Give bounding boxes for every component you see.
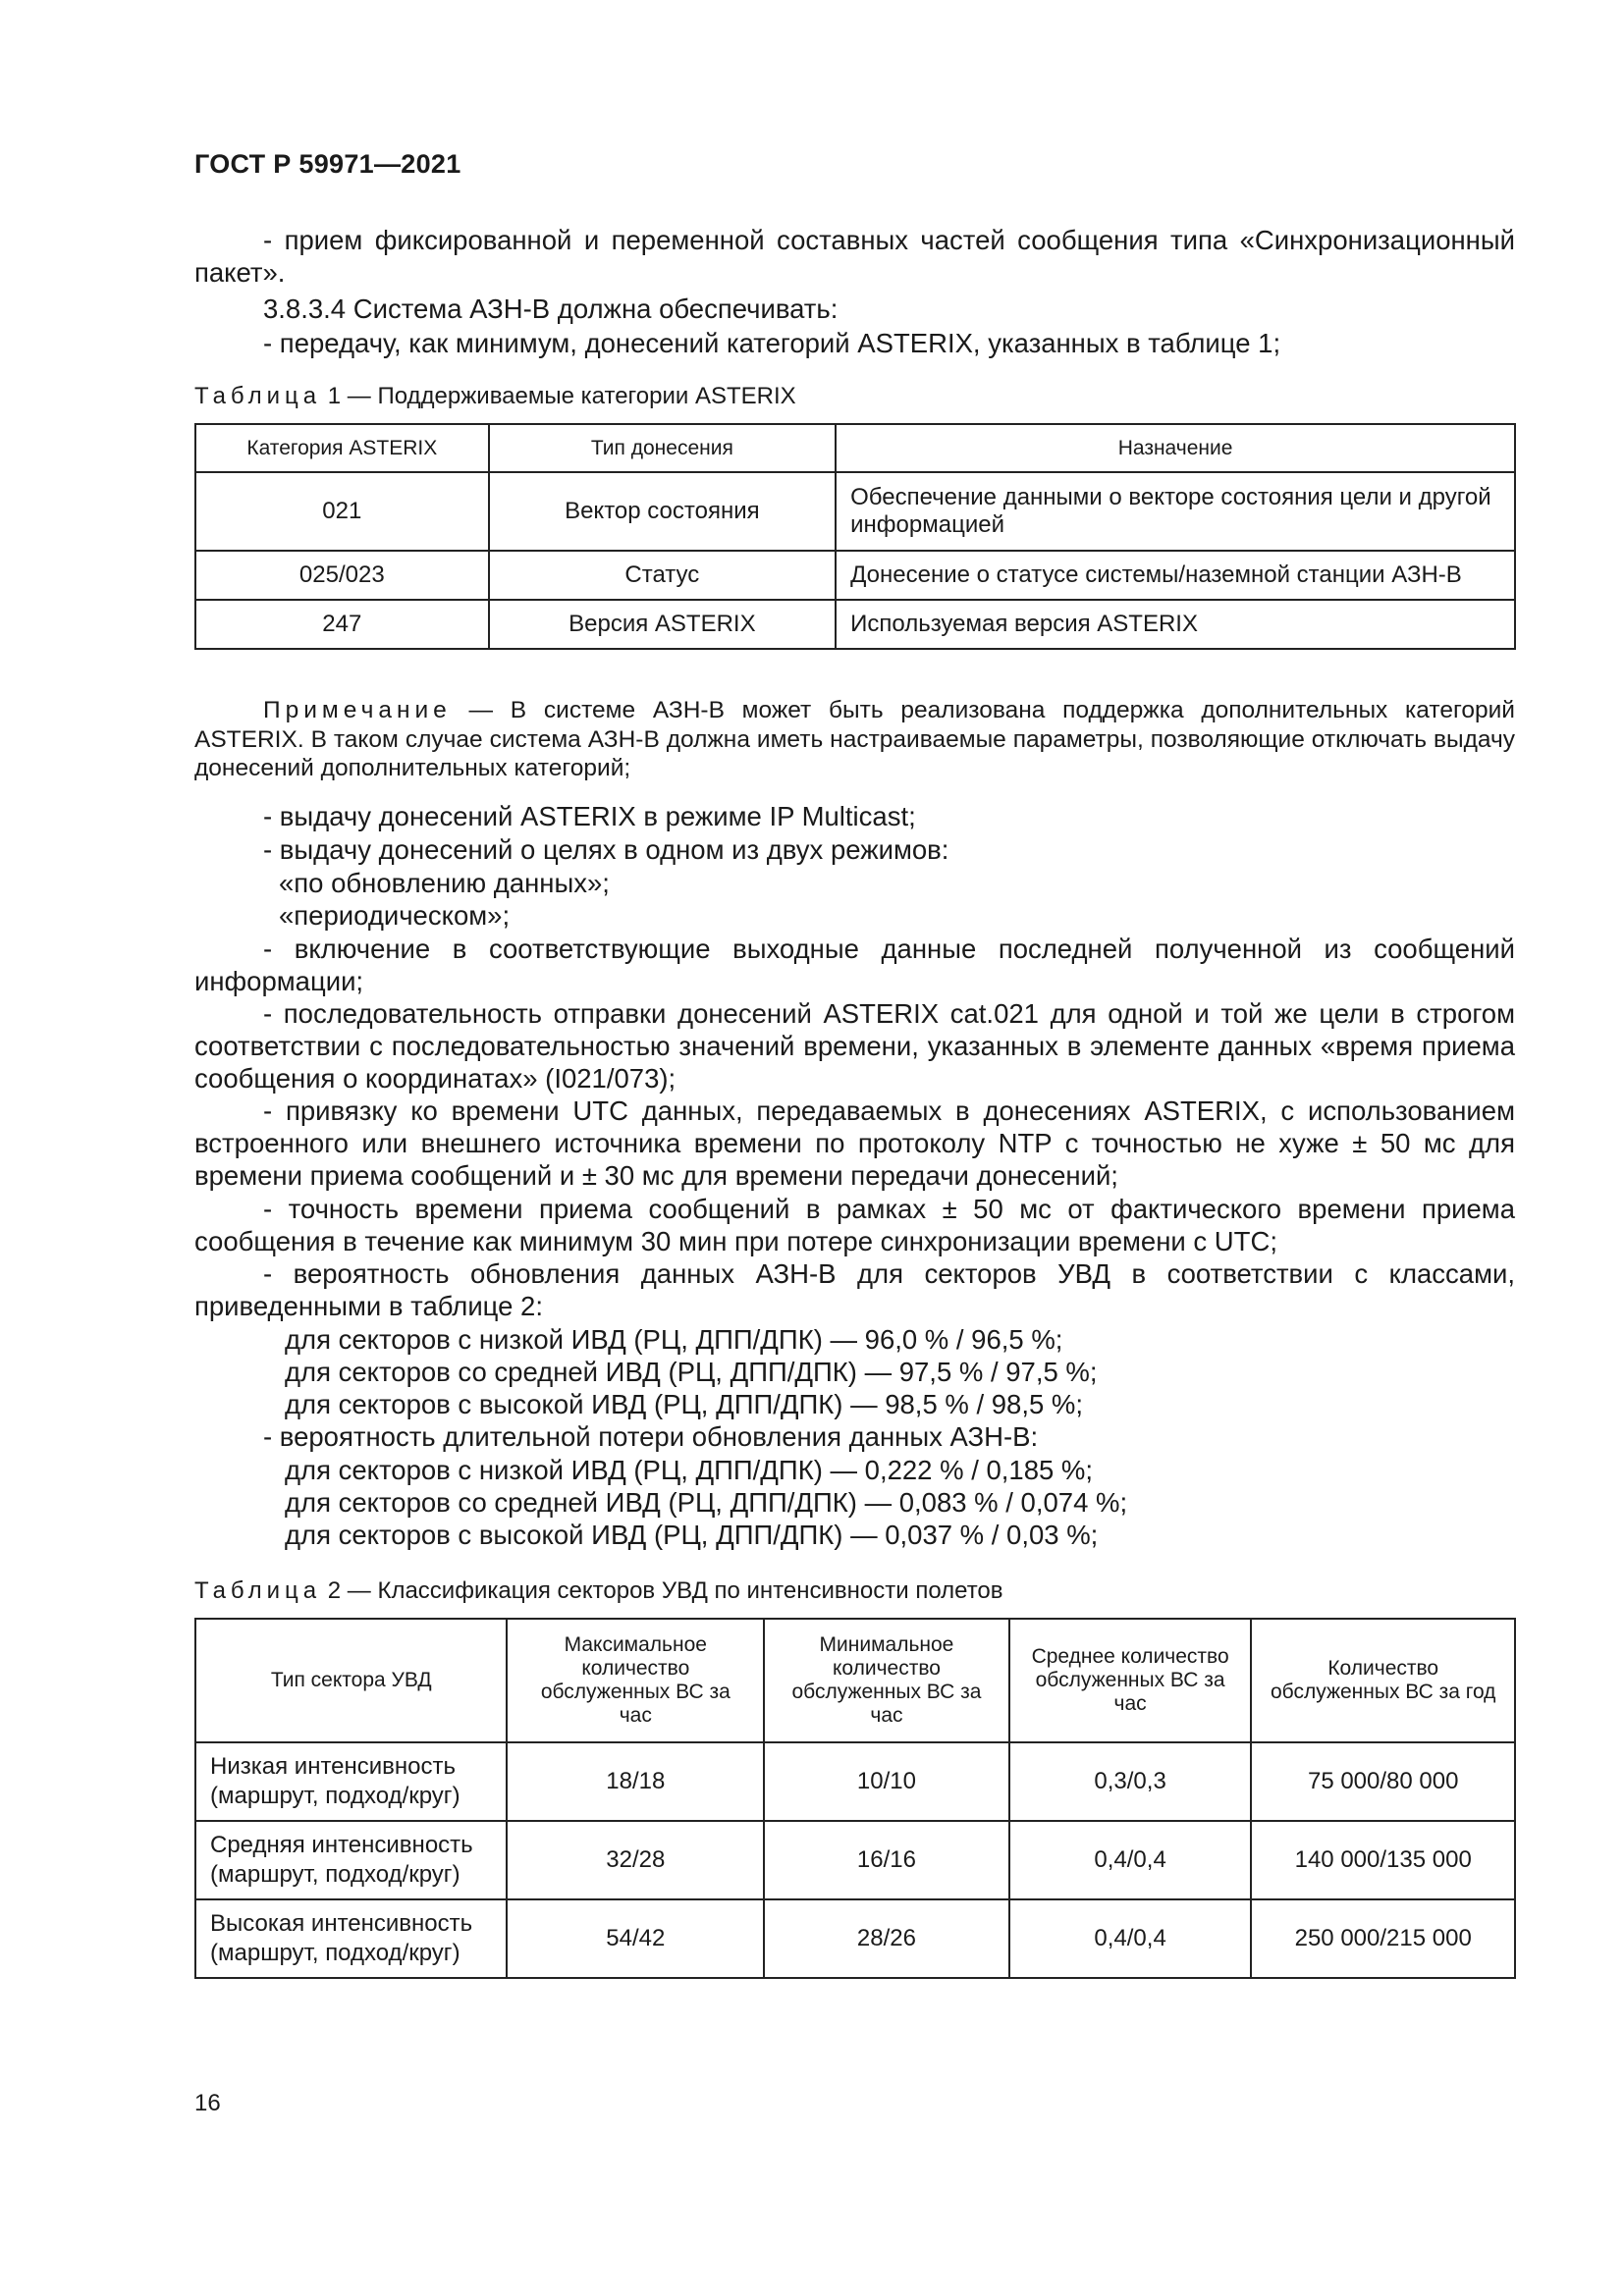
paragraph: - передачу, как минимум, донесений категорий ASTERIX, указанных в таблице 1; (263, 328, 1281, 358)
table-header-cell: Категория ASTERIX (195, 424, 489, 472)
table-cell: Версия ASTERIX (489, 600, 837, 649)
table-cell: 247 (195, 600, 489, 649)
table-header-cell: Количество обслуженных ВС за год (1251, 1619, 1515, 1742)
table-cell: Высокая интенсивность (маршрут, подход/круг) (195, 1899, 507, 1978)
table-row (195, 1742, 1515, 1821)
table1-caption-text: 1 — Поддерживаемые категории ASTERIX (327, 383, 796, 409)
note (194, 696, 1515, 783)
document-header: ГОСТ Р 59971—2021 (194, 149, 461, 179)
table2-caption (194, 1577, 1003, 1605)
table-header-cell: Среднее количество обслуженных ВС за час (1009, 1619, 1252, 1742)
list-subitem: для секторов с высокой ИВД (РЦ, ДПП/ДПК) — 0,037 % / 0,03 %; (285, 1520, 1099, 1550)
table-cell: 021 (195, 472, 489, 551)
table-row (195, 472, 1515, 551)
table-cell: 32/28 (507, 1821, 764, 1899)
table-header-row (195, 424, 1515, 472)
table-cell: Статус (489, 551, 837, 600)
table-cell: 140 000/135 000 (1251, 1821, 1515, 1899)
table-cell: 0,3/0,3 (1009, 1742, 1252, 1821)
table2-caption-word: Таблица (194, 1577, 322, 1604)
list-item: - привязку ко времени UTC данных, передаваемых в донесениях ASTERIX, с использованием встроенного или внешнего источника времени по протоколу NTP с точностью не хуже ± 50 мс для времени приема сообщений и ± 30 мс для времени передачи донесений; (194, 1095, 1515, 1191)
list-item: - вероятность обновления данных АЗН-В для секторов УВД в соответствии с классами, приведенными в таблице 2: (194, 1258, 1515, 1321)
table-cell: 025/023 (195, 551, 489, 600)
note-label: Примечание (263, 697, 452, 723)
table-cell: Средняя интенсивность (маршрут, подход/круг) (195, 1821, 507, 1899)
table-cell: Донесение о статусе системы/наземной станции АЗН-В (836, 551, 1515, 600)
paragraph: - прием фиксированной и переменной составных частей сообщения типа «Синхронизационный пакет». (194, 225, 1515, 288)
list-subitem: «по обновлению данных»; (279, 868, 610, 898)
table-cell: 250 000/215 000 (1251, 1899, 1515, 1978)
table-cell: 10/10 (764, 1742, 1009, 1821)
list-subitem: для секторов с высокой ИВД (РЦ, ДПП/ДПК) — 98,5 % / 98,5 %; (285, 1389, 1084, 1419)
table-cell: Используемая версия ASTERIX (836, 600, 1515, 649)
table2 (194, 1618, 1516, 1979)
table-header-cell: Минимальное количество обслуженных ВС за час (764, 1619, 1009, 1742)
table-header-cell: Тип донесения (489, 424, 837, 472)
table-cell: 75 000/80 000 (1251, 1742, 1515, 1821)
table1-caption-word: Таблица (194, 383, 322, 409)
table-cell: 18/18 (507, 1742, 764, 1821)
list-item: - выдачу донесений ASTERIX в режиме IP Multicast; (263, 801, 916, 831)
table1 (194, 423, 1516, 650)
paragraph: 3.8.3.4 Система АЗН-В должна обеспечивать: (263, 294, 839, 324)
table-cell: 0,4/0,4 (1009, 1821, 1252, 1899)
table-cell: Низкая интенсивность (маршрут, подход/круг) (195, 1742, 507, 1821)
list-subitem: для секторов со средней ИВД (РЦ, ДПП/ДПК) — 0,083 % / 0,074 %; (285, 1487, 1128, 1518)
list-item: - точность времени приема сообщений в рамках ± 50 мс от фактического времени приема сообщения в течение как минимум 30 мин при потере синхронизации времени с UTC; (194, 1194, 1515, 1256)
table-header-cell: Назначение (836, 424, 1515, 472)
list-subitem: для секторов с низкой ИВД (РЦ, ДПП/ДПК) — 96,0 % / 96,5 %; (285, 1324, 1063, 1355)
table-header-cell: Максимальное количество обслуженных ВС за час (507, 1619, 764, 1742)
table-cell: 28/26 (764, 1899, 1009, 1978)
page-number: 16 (194, 2090, 221, 2116)
list-item: - выдачу донесений о целях в одном из двух режимов: (263, 834, 949, 865)
table-cell: Вектор состояния (489, 472, 837, 551)
table-header-row (195, 1619, 1515, 1742)
table-cell: 54/42 (507, 1899, 764, 1978)
list-subitem: для секторов с низкой ИВД (РЦ, ДПП/ДПК) — 0,222 % / 0,185 %; (285, 1455, 1094, 1485)
list-subitem: «периодическом»; (279, 900, 511, 931)
table-row (195, 600, 1515, 649)
list-item: - вероятность длительной потери обновления данных АЗН-В: (263, 1421, 1039, 1452)
table-cell: 16/16 (764, 1821, 1009, 1899)
table-cell: Обеспечение данными о векторе состояния цели и другой информацией (836, 472, 1515, 551)
table-header-cell: Тип сектора УВД (195, 1619, 507, 1742)
table1-caption (194, 383, 796, 410)
table2-caption-text: 2 — Классификация секторов УВД по интенсивности полетов (327, 1577, 1003, 1604)
note-text: — В системе АЗН-В может быть реализована поддержка дополнительных категорий ASTERIX. В таком случае система АЗН-В должна иметь настраиваемые параметры, позволяющие отключать выдачу донесений дополнительных категорий; (194, 697, 1515, 781)
table-row (195, 1899, 1515, 1978)
list-subitem: для секторов со средней ИВД (РЦ, ДПП/ДПК) — 97,5 % / 97,5 %; (285, 1357, 1098, 1387)
list-item: - последовательность отправки донесений ASTERIX cat.021 для одной и той же цели в строгом соответствии с последовательностью значений времени, указанных в элементе данных «время приема сообщения о координатах» (I021/073); (194, 998, 1515, 1094)
list-item: - включение в соответствующие выходные данные последней полученной из сообщений информации; (194, 934, 1515, 996)
table-row (195, 551, 1515, 600)
table-row (195, 1821, 1515, 1899)
table-cell: 0,4/0,4 (1009, 1899, 1252, 1978)
